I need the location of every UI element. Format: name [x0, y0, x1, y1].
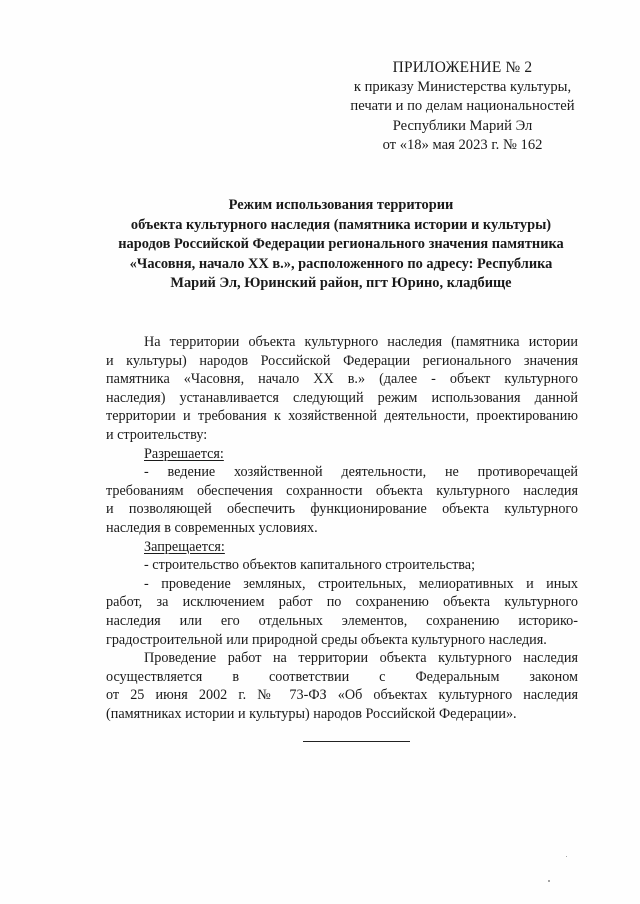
allowed-heading — [106, 445, 578, 464]
paragraph-line: и строительству: — [106, 426, 208, 443]
paragraph-line: и позволяющей обеспечить функционирование объекта культурного — [106, 501, 578, 518]
paragraph-line: памятника «Часовня, начало XX в.» (далее - объект культурного — [106, 371, 578, 388]
paragraph-line: наследия) устанавливается следующий режим использования данной — [106, 389, 578, 406]
document-title — [96, 196, 586, 294]
paragraph-line: от 25 июня 2002 г. № 73-ФЗ «Об объектах культурного наследия — [106, 687, 578, 704]
forbidden-heading — [106, 538, 578, 557]
paragraph-line: работ, за исключением работ по сохранению объекта культурного — [106, 594, 578, 611]
paragraph-line: наследия или его отдельных элементов, сохранению историко- — [106, 612, 578, 629]
allowed-paragraph — [106, 463, 578, 537]
paragraph-line: территории и требования к хозяйственной деятельности, проектированию — [106, 408, 578, 425]
paragraph-line: На территории объекта культурного наследия (памятника истории — [144, 334, 578, 350]
paragraph-line: Проведение работ на территории объекта культурного наследия — [144, 650, 578, 667]
scan-speck — [548, 880, 550, 882]
title-line: Марий Эл, Юринский район, пгт Юрино, кладбище — [170, 275, 512, 291]
paragraph-line: градостроительной или природной среды объекта культурного наследия. — [106, 631, 547, 648]
scan-speck — [566, 856, 567, 857]
allowed-heading-text: Разрешается: — [144, 445, 224, 462]
appendix-line: к приказу Министерства культуры, — [353, 78, 572, 95]
forbidden-paragraph — [106, 575, 578, 649]
intro-paragraph — [106, 333, 578, 445]
paragraph-line: - проведение земляных, строительных, мелиоративных и иных — [144, 575, 578, 592]
appendix-order-date: от «18» мая 2023 г. № 162 — [382, 137, 543, 154]
paragraph-line: - ведение хозяйственной деятельности, не противоречащей — [144, 464, 578, 481]
appendix-header — [330, 58, 595, 156]
appendix-title: ПРИЛОЖЕНИЕ № 2 — [392, 59, 533, 76]
title-line: объекта культурного наследия (памятника истории и культуры) — [130, 216, 552, 233]
closing-paragraph — [106, 649, 578, 723]
paragraph-line: (памятниках истории и культуры) народов Российской Федерации». — [106, 705, 517, 722]
paragraph-line: и культуры) народов Российской Федерации регионального значения — [106, 352, 578, 369]
forbidden-heading-text: Запрещается: — [144, 538, 225, 555]
forbidden-item: - строительство объектов капитального строительства; — [144, 557, 476, 574]
title-line: народов Российской Федерации регионального значения памятника — [118, 236, 564, 252]
paragraph-line: осуществляется в соответствии с Федеральным законом — [106, 668, 578, 685]
appendix-line: печати и по делам национальностей — [350, 98, 575, 115]
document-body — [106, 333, 578, 723]
closing-separator-line — [303, 741, 410, 742]
title-line: «Часовня, начало XX в.», расположенного по адресу: Республика — [129, 255, 553, 272]
paragraph-line: требованиям обеспечения сохранности объекта культурного наследия — [106, 482, 578, 499]
paragraph-line: наследия в современных условиях. — [106, 519, 318, 536]
appendix-line: Республики Марий Эл — [392, 117, 533, 134]
title-line: Режим использования территории — [228, 197, 454, 213]
